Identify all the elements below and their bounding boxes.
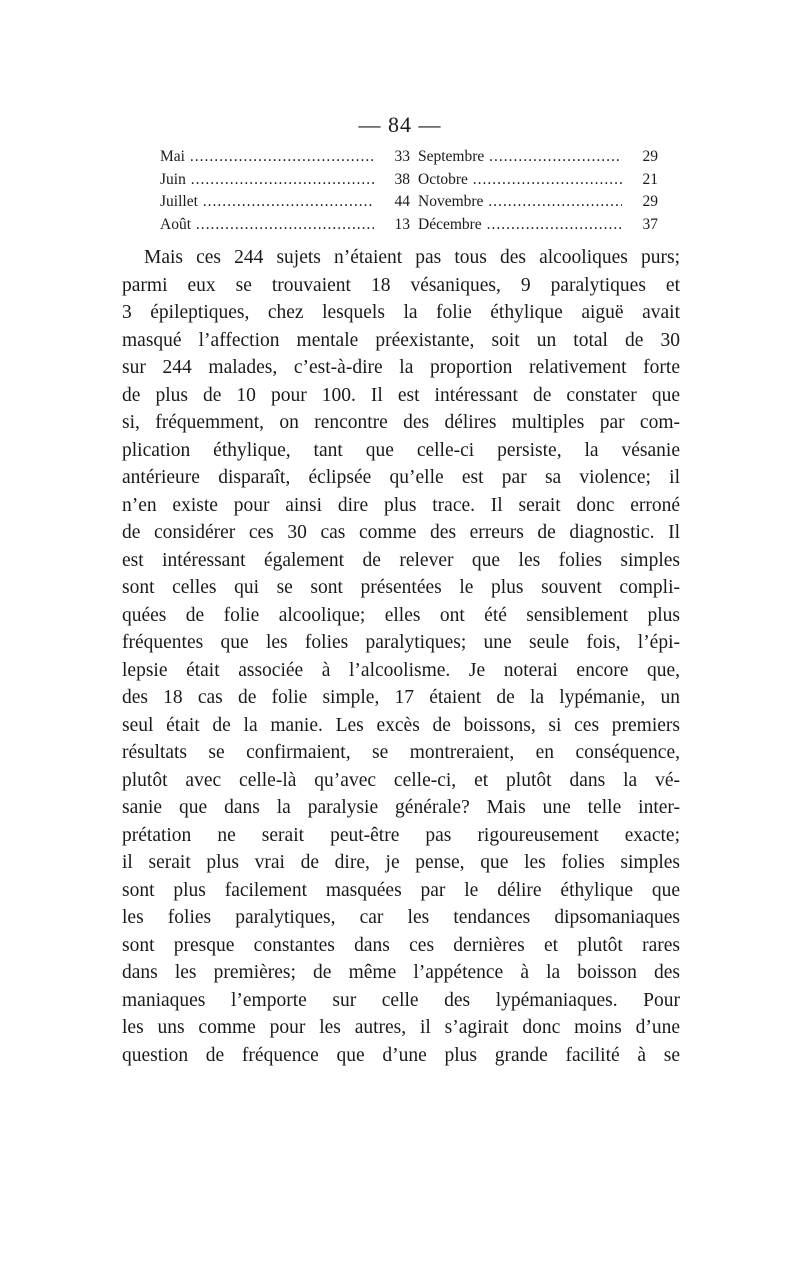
text-line: résultats se confirmaient, se montreraient, en conséquence,: [122, 742, 680, 763]
month-count: 29: [642, 148, 658, 165]
text-line: parmi eux se trouvaient 18 vésaniques, 9 paralytiques et: [122, 274, 680, 296]
text-line: les uns comme pour les autres, il s’agirait donc moins d’une: [122, 1017, 680, 1038]
text-line: antérieure disparaît, éclipsée qu’elle est par sa violence; il: [122, 467, 680, 488]
text-line: plication éthylique, tant que celle-ci persiste, la vésanie: [122, 439, 680, 461]
text-line: Mais ces 244 sujets n’étaient pas tous des alcooliques purs;: [144, 247, 680, 268]
month-name: Juillet .....: [160, 191, 374, 214]
text-line: de plus de 10 pour 100. Il est intéressant de constater que: [122, 384, 680, 406]
text-line: seul était de la manie. Les excès de boissons, si ces premiers: [122, 714, 680, 736]
text-line: 3 épileptiques, chez lesquels la folie éthylique aiguë avait: [122, 302, 680, 323]
month-count: 21: [642, 170, 658, 188]
text-line: prétation ne serait peut-être pas rigoureusement exacte;: [122, 824, 680, 846]
text-line: plutôt avec celle-là qu’avec celle-ci, et plutôt dans la vé-: [122, 769, 680, 791]
body-paragraph: [122, 244, 680, 1069]
page-number: — 84 —: [358, 112, 442, 137]
month-count: 37: [642, 215, 658, 233]
month-row: [160, 169, 658, 192]
month-name: Décembre .....: [418, 214, 622, 237]
month-name: Mai .....: [160, 146, 374, 169]
month-row: [160, 146, 658, 169]
text-line: question de fréquence que d’une plus grande facilité à se: [122, 1044, 680, 1066]
month-count: 13: [394, 215, 410, 233]
text-line: dans les premières; de même l’appétence à la boisson des: [122, 962, 680, 983]
text-line: maniaques l’emporte sur celle des lypémaniaques. Pour: [122, 989, 680, 1011]
month-name: Août .....: [160, 214, 374, 237]
month-row: [160, 191, 658, 214]
text-line: lepsie était associée à l’alcoolisme. Je noterai encore que,: [122, 659, 680, 681]
text-line: sont plus facilement masquées par le délire éthylique que: [122, 879, 680, 901]
text-line: des 18 cas de folie simple, 17 étaient de la lypémanie, un: [122, 687, 680, 708]
text-line: sur 244 malades, c’est-à-dire la proportion relativement forte: [122, 357, 680, 378]
text-line: quées de folie alcoolique; elles ont été sensiblement plus: [122, 604, 680, 626]
text-line: sont celles qui se sont présentées le plus souvent compli-: [122, 577, 680, 598]
text-line: sanie que dans la paralysie générale? Mais une telle inter-: [122, 797, 680, 818]
text-line: masqué l’affection mentale préexistante, soit un total de 30: [122, 329, 680, 351]
month-name: Septembre .....: [418, 146, 622, 169]
month-row: [160, 214, 658, 237]
month-count: 33: [394, 148, 410, 165]
text-line: fréquentes que les folies paralytiques; une seule fois, l’épi-: [122, 632, 680, 653]
month-name: Octobre .....: [418, 169, 622, 192]
month-table: [160, 146, 658, 236]
month-name: Novembre .....: [418, 191, 622, 214]
month-count: 38: [394, 170, 410, 188]
text-line: les folies paralytiques, car les tendances dipsomaniaques: [122, 907, 680, 928]
text-line: si, fréquemment, on rencontre des délires multiples par com-: [122, 412, 680, 433]
text-line: il serait plus vrai de dire, je pense, que les folies simples: [122, 852, 680, 873]
text-line: de considérer ces 30 cas comme des erreurs de diagnostic. Il: [122, 522, 680, 543]
text-line: sont presque constantes dans ces dernières et plutôt rares: [122, 934, 680, 956]
month-count: 29: [642, 193, 658, 210]
text-line: est intéressant également de relever que les folies simples: [122, 549, 680, 571]
month-count: 44: [394, 193, 410, 210]
month-name: Juin .....: [160, 169, 374, 192]
text-line: n’en existe pour ainsi dire plus trace. Il serait donc erroné: [122, 494, 680, 516]
